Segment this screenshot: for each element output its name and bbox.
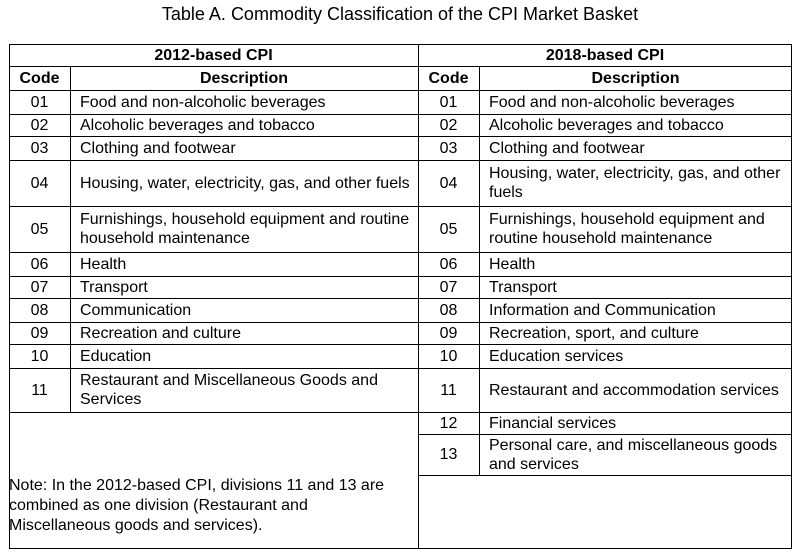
right-row-code: 10	[439, 347, 458, 365]
right-row-description: Furnishings, household equipment and routine household maintenance	[489, 211, 765, 247]
right-row-code: 02	[439, 116, 458, 134]
cpi-classification-table	[9, 44, 792, 549]
right-row-description: Recreation, sport, and culture	[489, 324, 699, 342]
right-description-header: Description	[591, 69, 680, 87]
left-description-header: Description	[199, 69, 288, 87]
left-row-code: 05	[30, 220, 49, 238]
right-row-code: 12	[439, 414, 458, 432]
left-row-description: Education	[80, 347, 152, 365]
left-row-description: Restaurant and Miscellaneous Goods and Services	[80, 372, 378, 408]
right-row-code: 03	[439, 139, 458, 157]
left-row-code: 08	[30, 301, 49, 319]
right-table-header: 2018-based CPI	[545, 46, 665, 64]
left-row-description: Alcoholic beverages and tobacco	[80, 116, 315, 134]
right-row-description: Clothing and footwear	[489, 139, 645, 157]
left-row-description: Food and non-alcoholic beverages	[80, 93, 326, 111]
right-row-description: Food and non-alcoholic beverages	[489, 93, 735, 111]
right-row-description: Education services	[489, 347, 624, 365]
left-row-code: 10	[30, 347, 49, 365]
right-row-code: 11	[440, 381, 457, 399]
table-note: Note: In the 2012-based CPI, divisions 11 and 13 are combined as one division (Restaurant and Miscellaneous goods and services).	[9, 477, 385, 534]
right-row-code: 08	[439, 301, 458, 319]
right-row-code: 09	[439, 324, 458, 342]
left-row-description: Recreation and culture	[80, 324, 241, 342]
left-row-code: 02	[30, 116, 49, 134]
right-row-description: Personal care, and miscellaneous goods and services	[489, 436, 778, 473]
left-row-code: 07	[30, 278, 49, 296]
right-row-description: Housing, water, electricity, gas, and other fuels	[489, 165, 781, 201]
right-row-code: 13	[439, 446, 458, 463]
right-row-description: Restaurant and accommodation services	[489, 381, 779, 399]
left-row-description: Clothing and footwear	[80, 139, 236, 157]
left-code-header: Code	[19, 69, 60, 87]
right-row-code: 07	[439, 278, 458, 296]
right-code-header: Code	[428, 69, 469, 87]
right-row-code: 04	[439, 174, 458, 192]
left-row-description: Transport	[80, 278, 148, 296]
left-table-header: 2012-based CPI	[154, 46, 273, 64]
table-title: Table A. Commodity Classification of the CPI Market Basket	[161, 4, 639, 24]
left-row-code: 09	[30, 324, 49, 342]
right-row-description: Information and Communication	[489, 301, 716, 319]
right-row-description: Financial services	[489, 414, 617, 432]
left-row-description: Communication	[80, 301, 192, 319]
table-rule	[9, 548, 792, 549]
right-row-description: Alcoholic beverages and tobacco	[489, 116, 724, 134]
right-row-code: 05	[439, 220, 458, 238]
left-row-description: Housing, water, electricity, gas, and other fuels	[80, 174, 410, 192]
left-row-code: 03	[30, 139, 49, 157]
left-row-description: Furnishings, household equipment and routine household maintenance	[80, 211, 410, 247]
right-row-description: Health	[489, 255, 536, 273]
table-rule	[418, 475, 792, 476]
right-row-code: 06	[439, 255, 458, 273]
left-row-code: 04	[30, 174, 49, 192]
right-row-code: 01	[439, 93, 458, 111]
left-row-description: Health	[80, 255, 127, 273]
left-row-code: 11	[31, 381, 48, 399]
left-row-code: 06	[30, 255, 49, 273]
left-row-code: 01	[30, 93, 49, 111]
right-row-description: Transport	[489, 278, 557, 296]
